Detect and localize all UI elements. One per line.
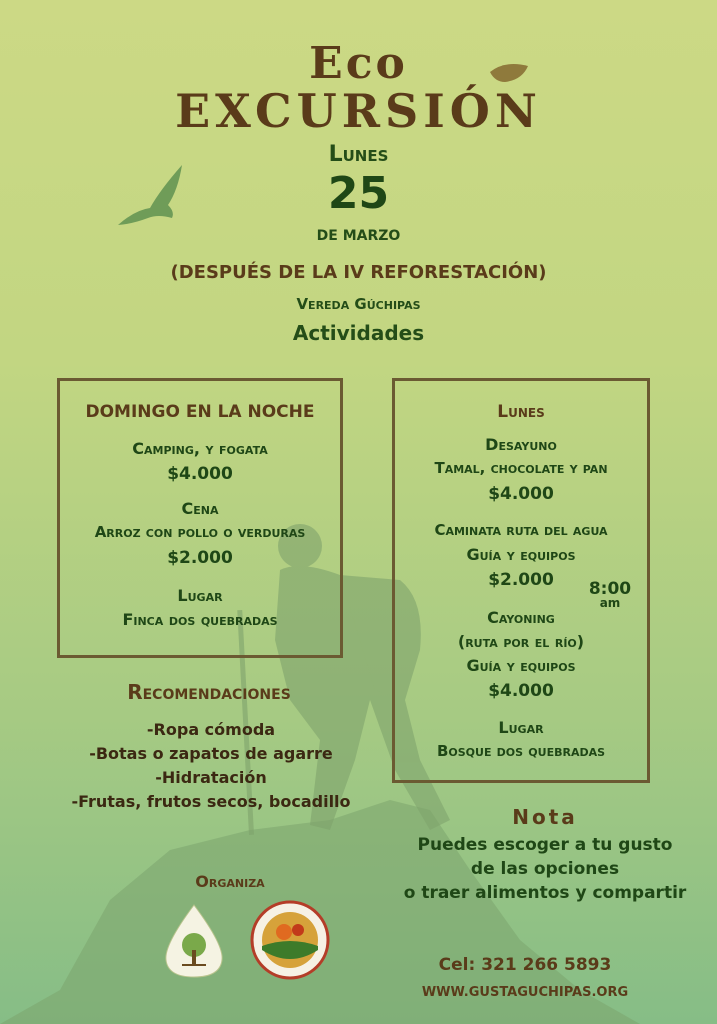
list-item: -Hidratación xyxy=(155,768,267,787)
monday-heading: Lunes xyxy=(497,402,545,422)
list-item: -Botas o zapatos de agarre xyxy=(89,744,333,763)
canyon-desc: Guía y equipos xyxy=(466,656,576,675)
website-link[interactable]: WWW.GUSTAGUCHIPAS.ORG xyxy=(421,985,629,1000)
phone: Cel: 321 266 5893 xyxy=(438,955,612,975)
walk-label: Caminata ruta del agua xyxy=(434,521,608,539)
note-line: Puedes escoger a tu gusto xyxy=(417,835,673,855)
camping-price: $4.000 xyxy=(167,464,233,484)
dinner-label: Cena xyxy=(181,499,219,518)
date-month: DE MARZO xyxy=(316,228,401,244)
place: Vereda Gúchipas xyxy=(296,295,421,313)
breakfast-desc: Tamal, chocolate y pan xyxy=(434,459,608,477)
sunday-night-box xyxy=(57,378,343,658)
camping-label: Camping, y fogata xyxy=(132,439,268,458)
note-line: de las opciones xyxy=(470,859,620,879)
walk-price: $2.000 xyxy=(488,570,554,590)
time-suffix: am xyxy=(599,596,621,610)
monday-place-value: Bosque dos quebradas xyxy=(436,742,606,760)
canyon-sub: (ruta por el río) xyxy=(457,632,585,651)
title-eco: Eco xyxy=(309,38,408,89)
title-excursion: EXCURSIÓN xyxy=(175,84,542,138)
date-weekday: Lunes xyxy=(328,142,389,167)
fundacion-logo xyxy=(252,902,328,978)
subtitle: (DESPUÉS DE LA IV REFORESTACIÓN) xyxy=(170,262,547,283)
activities-heading: Actividades xyxy=(292,321,425,345)
sunday-place-label: Lugar xyxy=(177,586,223,605)
recommendations-list xyxy=(50,718,372,814)
date-day: 25 xyxy=(327,168,390,219)
canyon-label: Cayoning xyxy=(487,608,555,627)
organiza-label: Organiza xyxy=(195,872,265,891)
dinner-price: $2.000 xyxy=(167,548,233,568)
note-text xyxy=(360,833,717,905)
breakfast-price: $4.000 xyxy=(488,484,554,504)
time-label xyxy=(580,579,640,610)
sunday-heading: DOMINGO EN LA NOCHE xyxy=(85,402,315,422)
time-value: 8:00 xyxy=(588,579,632,599)
list-item: -Frutas, frutos secos, bocadillo xyxy=(71,792,351,811)
note-title: Nota xyxy=(512,805,578,829)
breakfast-label: Desayuno xyxy=(485,435,557,454)
list-item: -Ropa cómoda xyxy=(146,720,276,739)
note-line: o traer alimentos y compartir xyxy=(403,883,687,903)
monday-place-label: Lugar xyxy=(498,718,544,737)
dinner-desc: Arroz con pollo o verduras xyxy=(94,523,306,541)
recommendations-title: Recomendaciones xyxy=(127,680,291,704)
canyon-price: $4.000 xyxy=(488,681,554,701)
sunday-place-value: Finca dos quebradas xyxy=(122,610,278,629)
walk-desc: Guía y equipos xyxy=(466,545,576,564)
